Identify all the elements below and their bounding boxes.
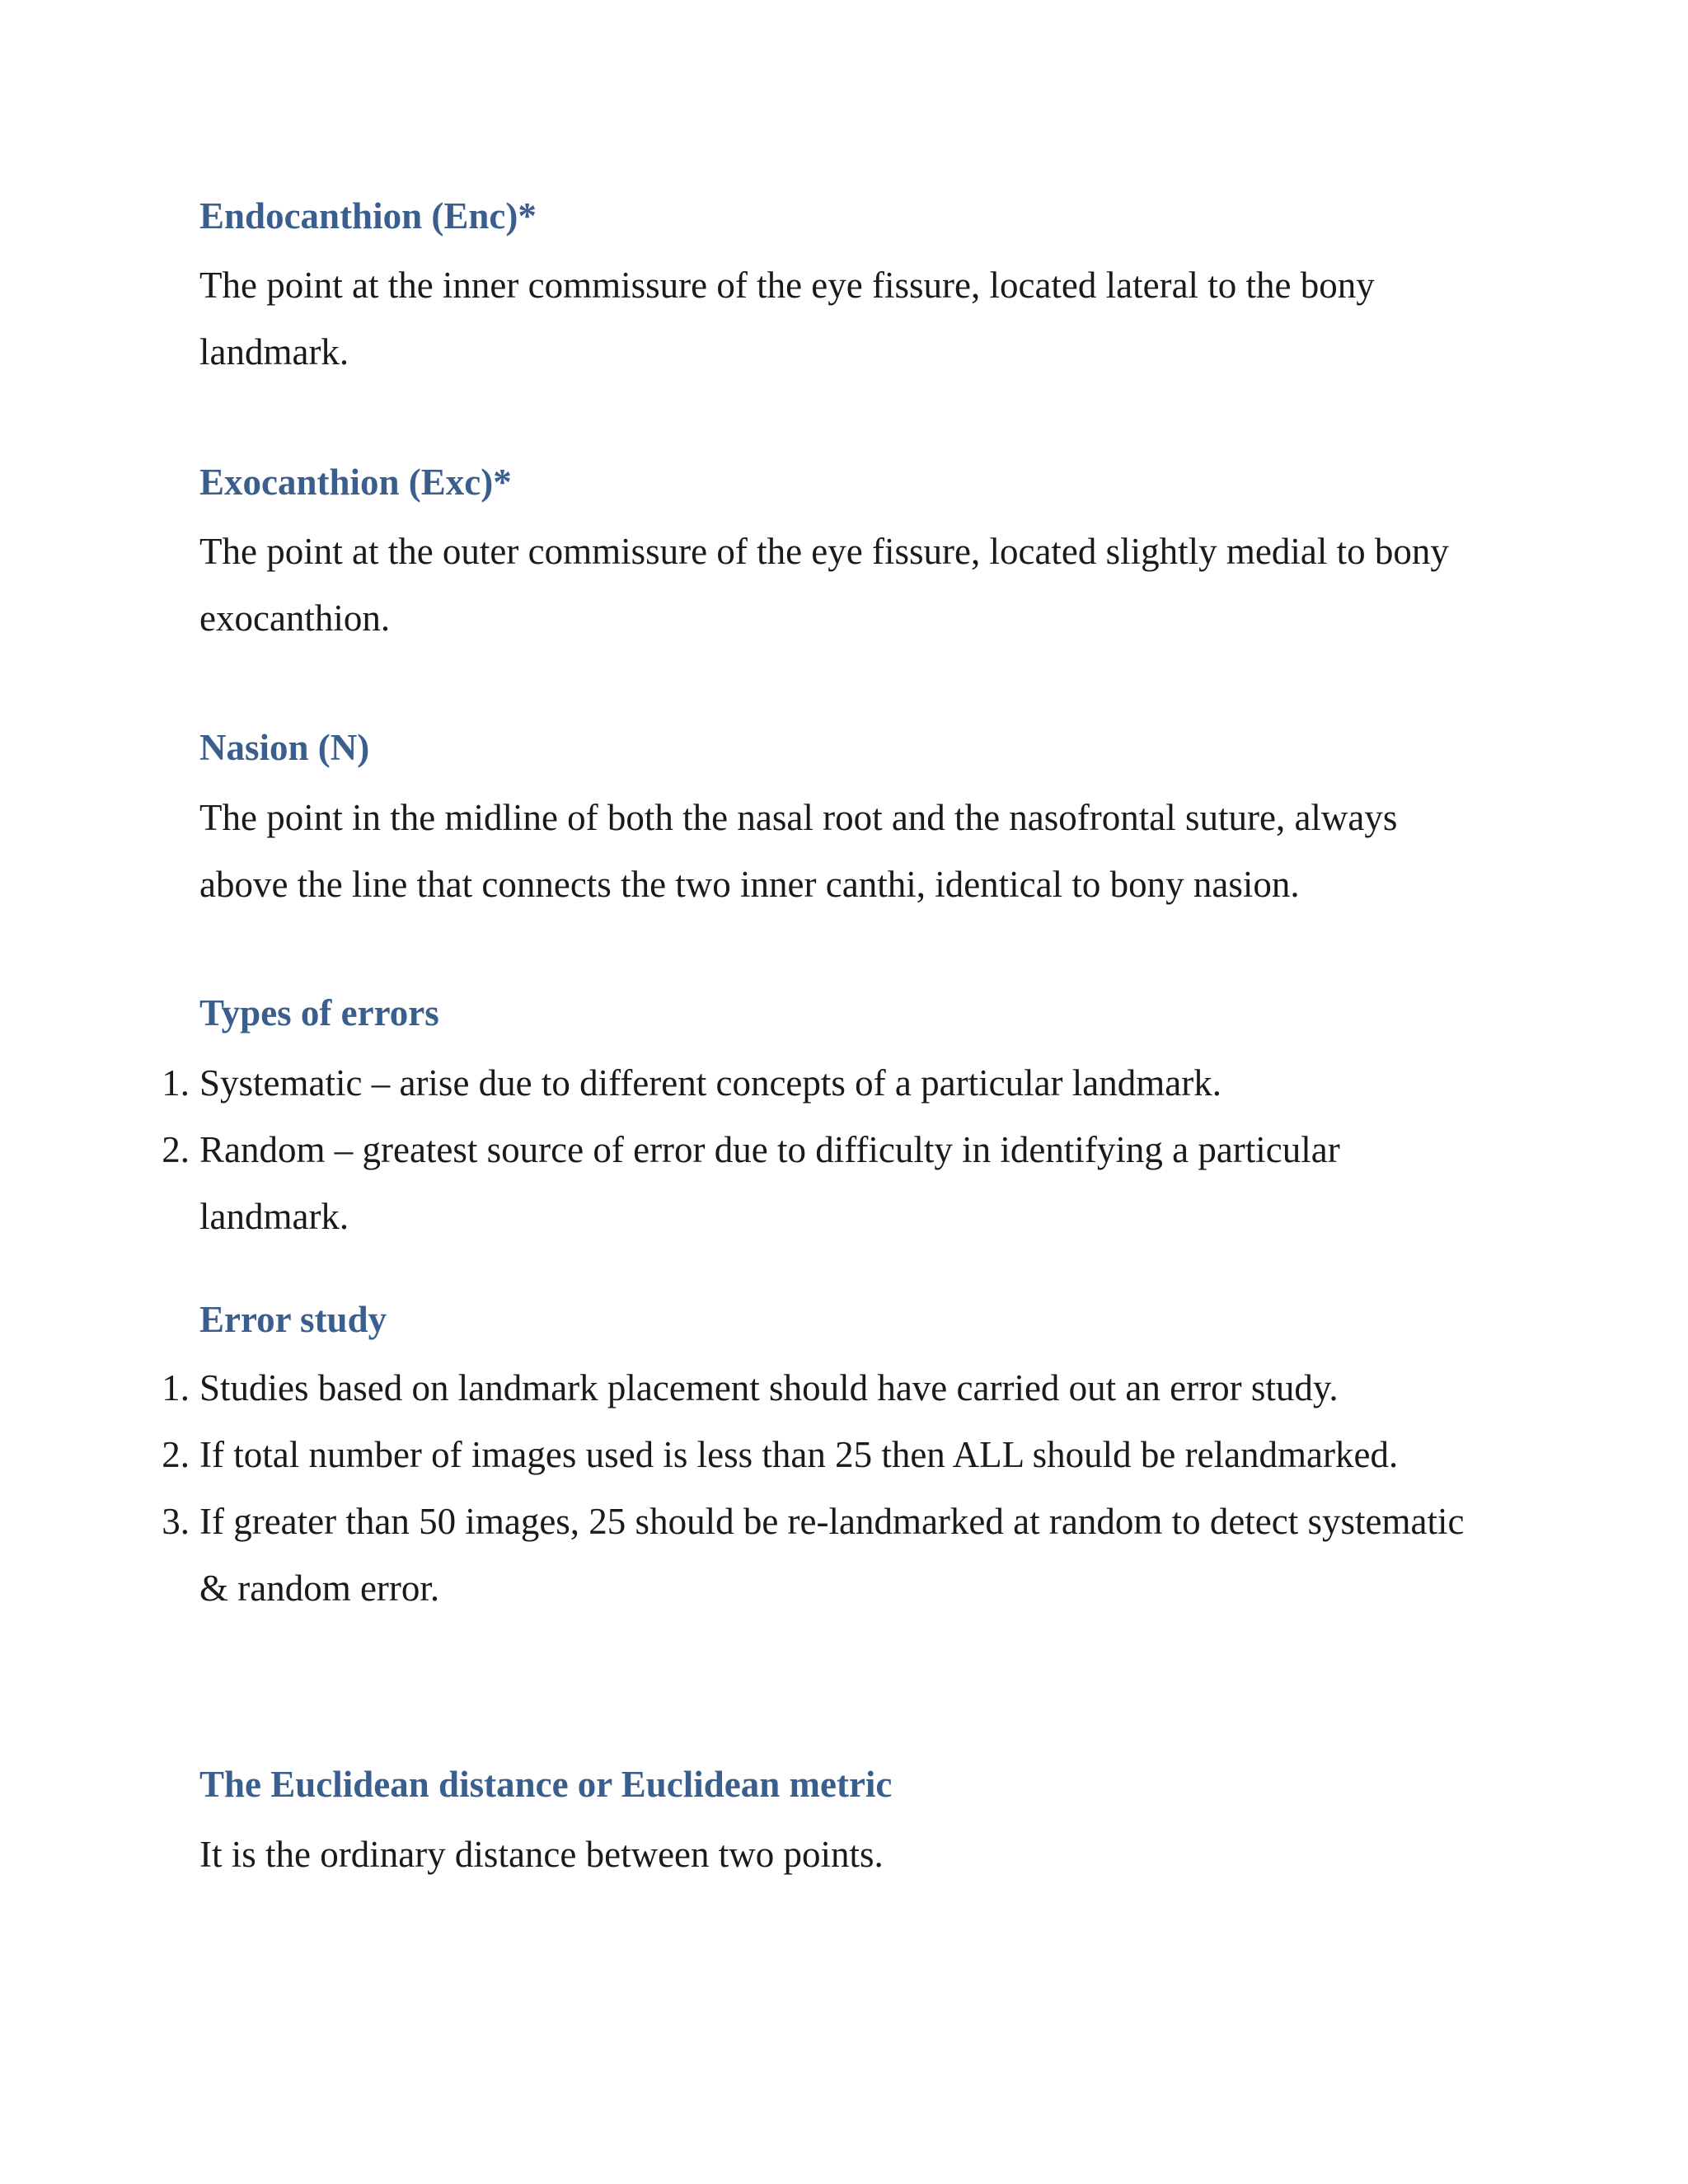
list-number: 1. [162, 1367, 190, 1408]
list-types-of-errors [0, 1050, 1485, 1250]
list-error-study [0, 1355, 1485, 1622]
list-item-text: Systematic – arise due to different concepts of a particular landmark. [199, 1062, 1221, 1104]
paragraph-euclidean-distance: It is the ordinary distance between two points. [199, 1834, 884, 1875]
paragraph-endocanthion: The point at the inner commissure of the eye fissure, located lateral to the bony landmark. [199, 265, 1375, 373]
heading-nasion: Nasion (N) [199, 727, 370, 768]
list-item [0, 1488, 1485, 1622]
paragraph-nasion: The point in the midline of both the nasal root and the nasofrontal suture, always above the line that connects the two inner canthi, identical to bony nasion. [199, 797, 1398, 905]
heading-types-of-errors: Types of errors [199, 992, 439, 1033]
list-item [0, 1355, 1485, 1422]
list-item-text: If greater than 50 images, 25 should be re-landmarked at random to detect systematic & random error. [199, 1501, 1465, 1609]
list-item [0, 1422, 1485, 1488]
heading-error-study: Error study [199, 1299, 387, 1340]
list-item [0, 1117, 1485, 1250]
list-item-text: Studies based on landmark placement should have carried out an error study. [199, 1367, 1339, 1408]
list-number: 2. [162, 1129, 190, 1170]
paragraph-exocanthion: The point at the outer commissure of the eye fissure, located slightly medial to bony exocanthion. [199, 531, 1449, 639]
list-item-text: If total number of images used is less than 25 then ALL should be relandmarked. [199, 1434, 1399, 1475]
heading-exocanthion: Exocanthion (Exc)* [199, 462, 512, 503]
heading-euclidean-distance: The Euclidean distance or Euclidean metric [199, 1764, 893, 1805]
list-number: 2. [162, 1434, 190, 1475]
list-number: 1. [162, 1062, 190, 1104]
heading-endocanthion: Endocanthion (Enc)* [199, 195, 537, 237]
list-item [0, 1050, 1485, 1117]
list-number: 3. [162, 1501, 190, 1542]
list-item-text: Random – greatest source of error due to difficulty in identifying a particular landmark. [199, 1129, 1340, 1237]
